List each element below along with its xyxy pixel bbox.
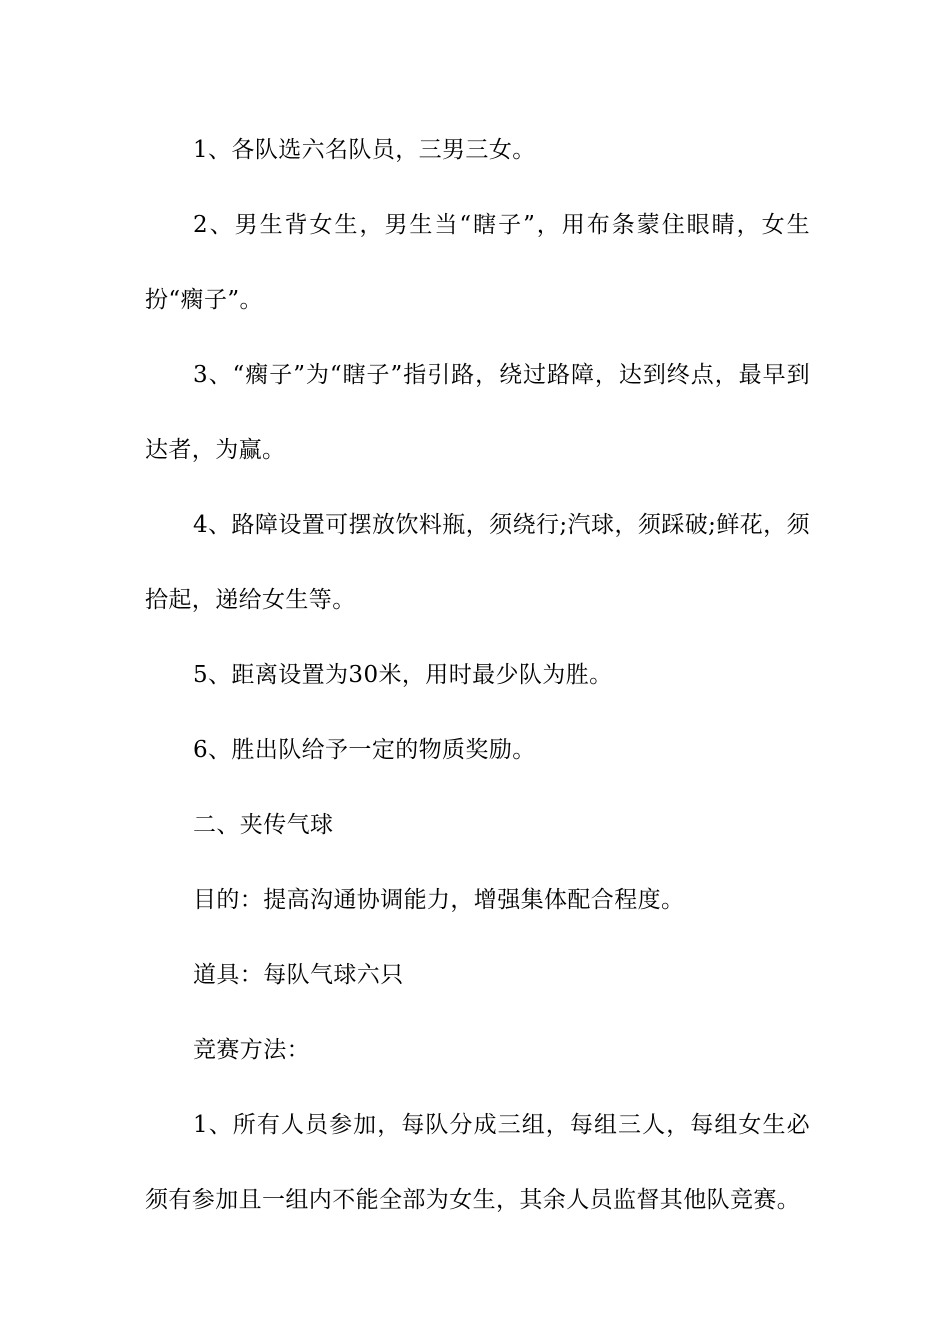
paragraph-props: 道具：每队气球六只	[193, 962, 404, 988]
section-heading: 二、夹传气球	[193, 812, 334, 838]
paragraph-rule-3: 3、“瘸子”为“瞎子”指引路，绕过路障，达到终点，最早到达者，为赢。	[145, 362, 810, 463]
paragraph-method-1: 1、所有人员参加，每队分成三组，每组三人，每组女生必须有参加且一组内不能全部为女生，其余人员监督其他队竞赛。	[145, 1112, 810, 1213]
paragraph-rule-1: 1、各队选六名队员，三男三女。	[193, 137, 536, 163]
paragraph-rule-6: 6、胜出队给予一定的物质奖励。	[193, 737, 536, 763]
paragraph-rule-4: 4、路障设置可摆放饮料瓶，须绕行;汽球，须踩破;鲜花，须拾起，递给女生等。	[145, 512, 810, 613]
paragraph-rule-5: 5、距离设置为30米，用时最少队为胜。	[193, 662, 613, 688]
paragraph-method-heading: 竞赛方法：	[193, 1037, 310, 1063]
paragraph-purpose: 目的：提高沟通协调能力，增强集体配合程度。	[193, 887, 685, 913]
document-body	[145, 113, 810, 1238]
paragraph-rule-2: 2、男生背女生，男生当“瞎子”，用布条蒙住眼睛，女生扮“瘸子”。	[145, 212, 810, 313]
